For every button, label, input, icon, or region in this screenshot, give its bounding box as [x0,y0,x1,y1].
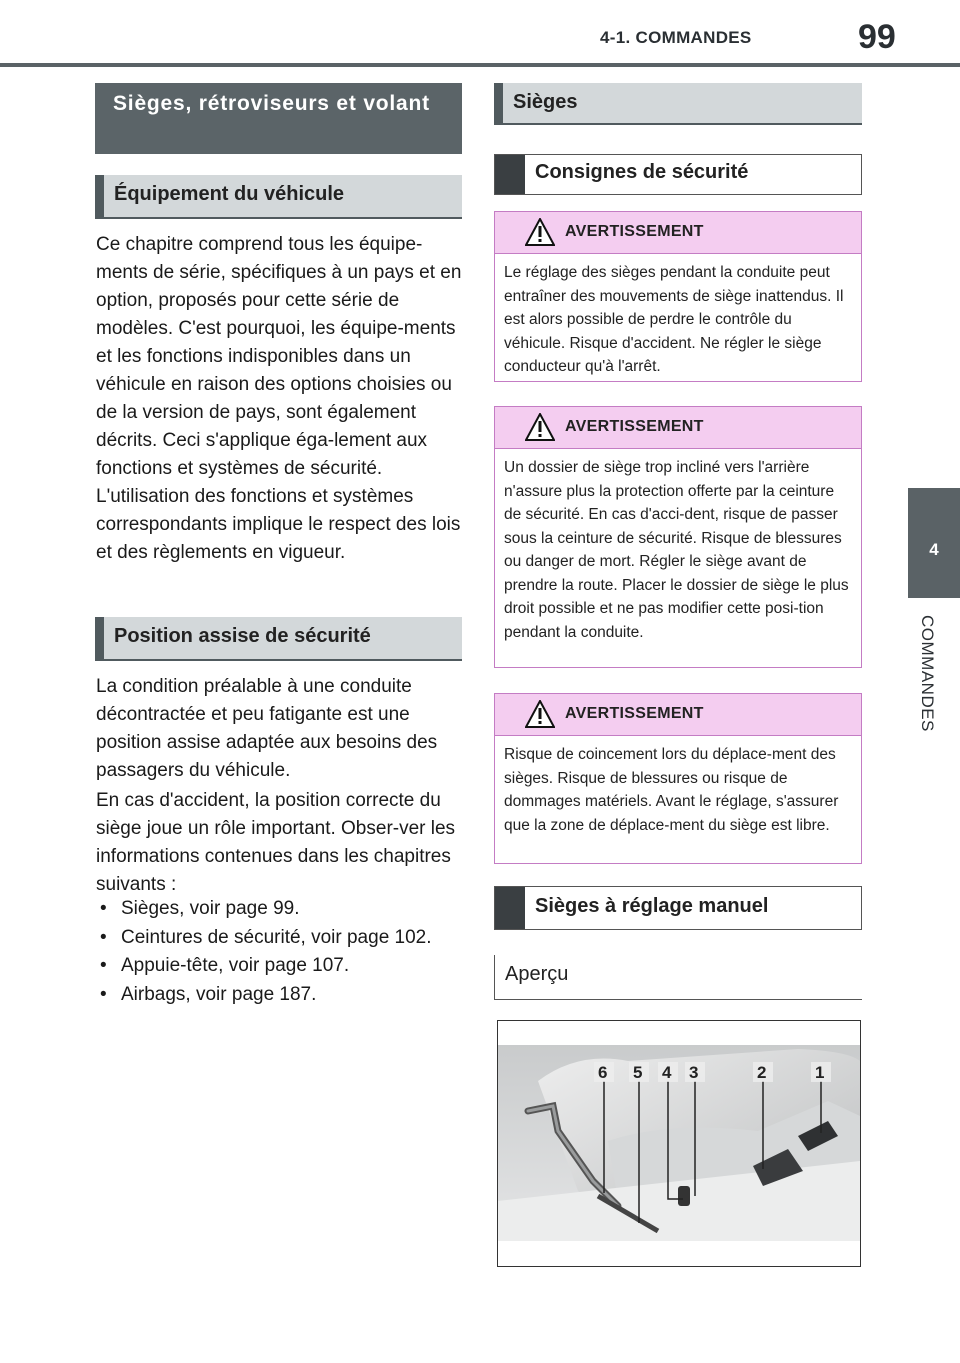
callout-4: 4 [662,1063,672,1082]
warning-box [494,406,862,668]
warning-text: Risque de coincement lors du déplace-ment des sièges. Risque de blessures ou risque de dommages matériels. Avant le réglage, s'assurer que la zone de déplace-ment du siège est libre. [504,746,839,834]
header-section-title: 4-1. COMMANDES [600,28,752,47]
subheading-manual-seats-label: Sièges à réglage manuel [535,895,769,917]
equipment-paragraph: Ce chapitre comprend tous les équipe-ments de série, spécifiques à un pays et en option, proposés pour cette série de modèles. C'est pourquoi, les équipe-ments et les fonctions indisponibles dans un véhicule en raison des options choisies ou de la version de pays, sont également décrits. Ceci s'applique éga-lement aux fonctions et systèmes de sécurité. L'utilisation des fonctions et systèmes correspondants implique le respect des lois et des règlements en vigueur. [96,234,462,563]
list-item: • Sièges, voir page 99. [96,895,468,924]
list-item: • Ceintures de sécurité, voir page 102. [96,924,468,953]
subheading-marker [495,887,525,929]
warning-label: AVERTISSEMENT [565,223,704,240]
list-item: • Appuie-tête, voir page 107. [96,952,468,981]
section-heading-seats: Sièges [494,83,862,125]
warning-label: AVERTISSEMENT [565,418,704,435]
subheading-safety [494,154,862,195]
chapter-tab-label: COMMANDES [918,615,937,732]
warning-triangle-icon [525,413,555,441]
warning-header [495,407,861,449]
warning-triangle-icon [525,700,555,728]
warning-header [495,694,861,736]
chapter-heading: Sièges, rétroviseurs et volant [95,83,462,154]
warning-text: Un dossier de siège trop incliné vers l'arrière n'assure plus la protection offerte par la ceinture de sécurité. En cas d'acci-dent, risque de passer sous la ceinture de sécurité. Risque de blessures ou danger de mort. Régler le siège avant de prendre la route. Placer le dossier de siège le plus droit possible et ne pas modifier cette posi-tion pendant la conduite. [504,459,849,641]
warning-box [494,693,862,864]
callout-5: 5 [633,1063,643,1082]
list-item: • Airbags, voir page 187. [96,981,468,1010]
seating-paragraph-2: En cas d'accident, la position correcte du siège joue un rôle important. Obser-ver les informations contenues dans les chapitres suivants : [96,790,456,895]
subheading-safety-label: Consignes de sécurité [535,161,749,183]
section-heading-equipment: Équipement du véhicule [95,175,462,219]
chapter-tab-label-wrap [907,615,947,765]
subheading-manual-seats [494,886,862,930]
warning-text: Le réglage des sièges pendant la conduite peut entraîner des mouvements de siège inattendus. Il est alors possible de perdre le contrôle du véhicule. Risque d'accident. Ne régler le siège conducteur qu'à l'arrêt. [504,264,844,375]
warning-triangle-icon [525,218,555,246]
warning-label: AVERTISSEMENT [565,705,704,722]
header-rule [0,63,960,67]
seating-paragraph-1: La condition préalable à une conduite décontractée et peu fatigante est une position assise adaptée aux besoins des passagers du véhicule. [96,676,438,781]
reference-list [96,895,468,1009]
chapter-tab-number: 4 [929,540,939,559]
seat-adjustment-figure [497,1020,861,1267]
callout-3: 3 [689,1063,699,1082]
callout-6: 6 [598,1063,608,1082]
page-number: 99 [858,18,896,56]
callout-2: 2 [757,1063,767,1082]
section-heading-seating-position: Position assise de sécurité [95,617,462,661]
subheading-marker [495,155,525,194]
overview-label: Aperçu [494,955,862,1000]
seat-illustration [498,1021,860,1266]
callout-1: 1 [815,1063,825,1082]
warning-header [495,212,861,254]
warning-box [494,211,862,382]
